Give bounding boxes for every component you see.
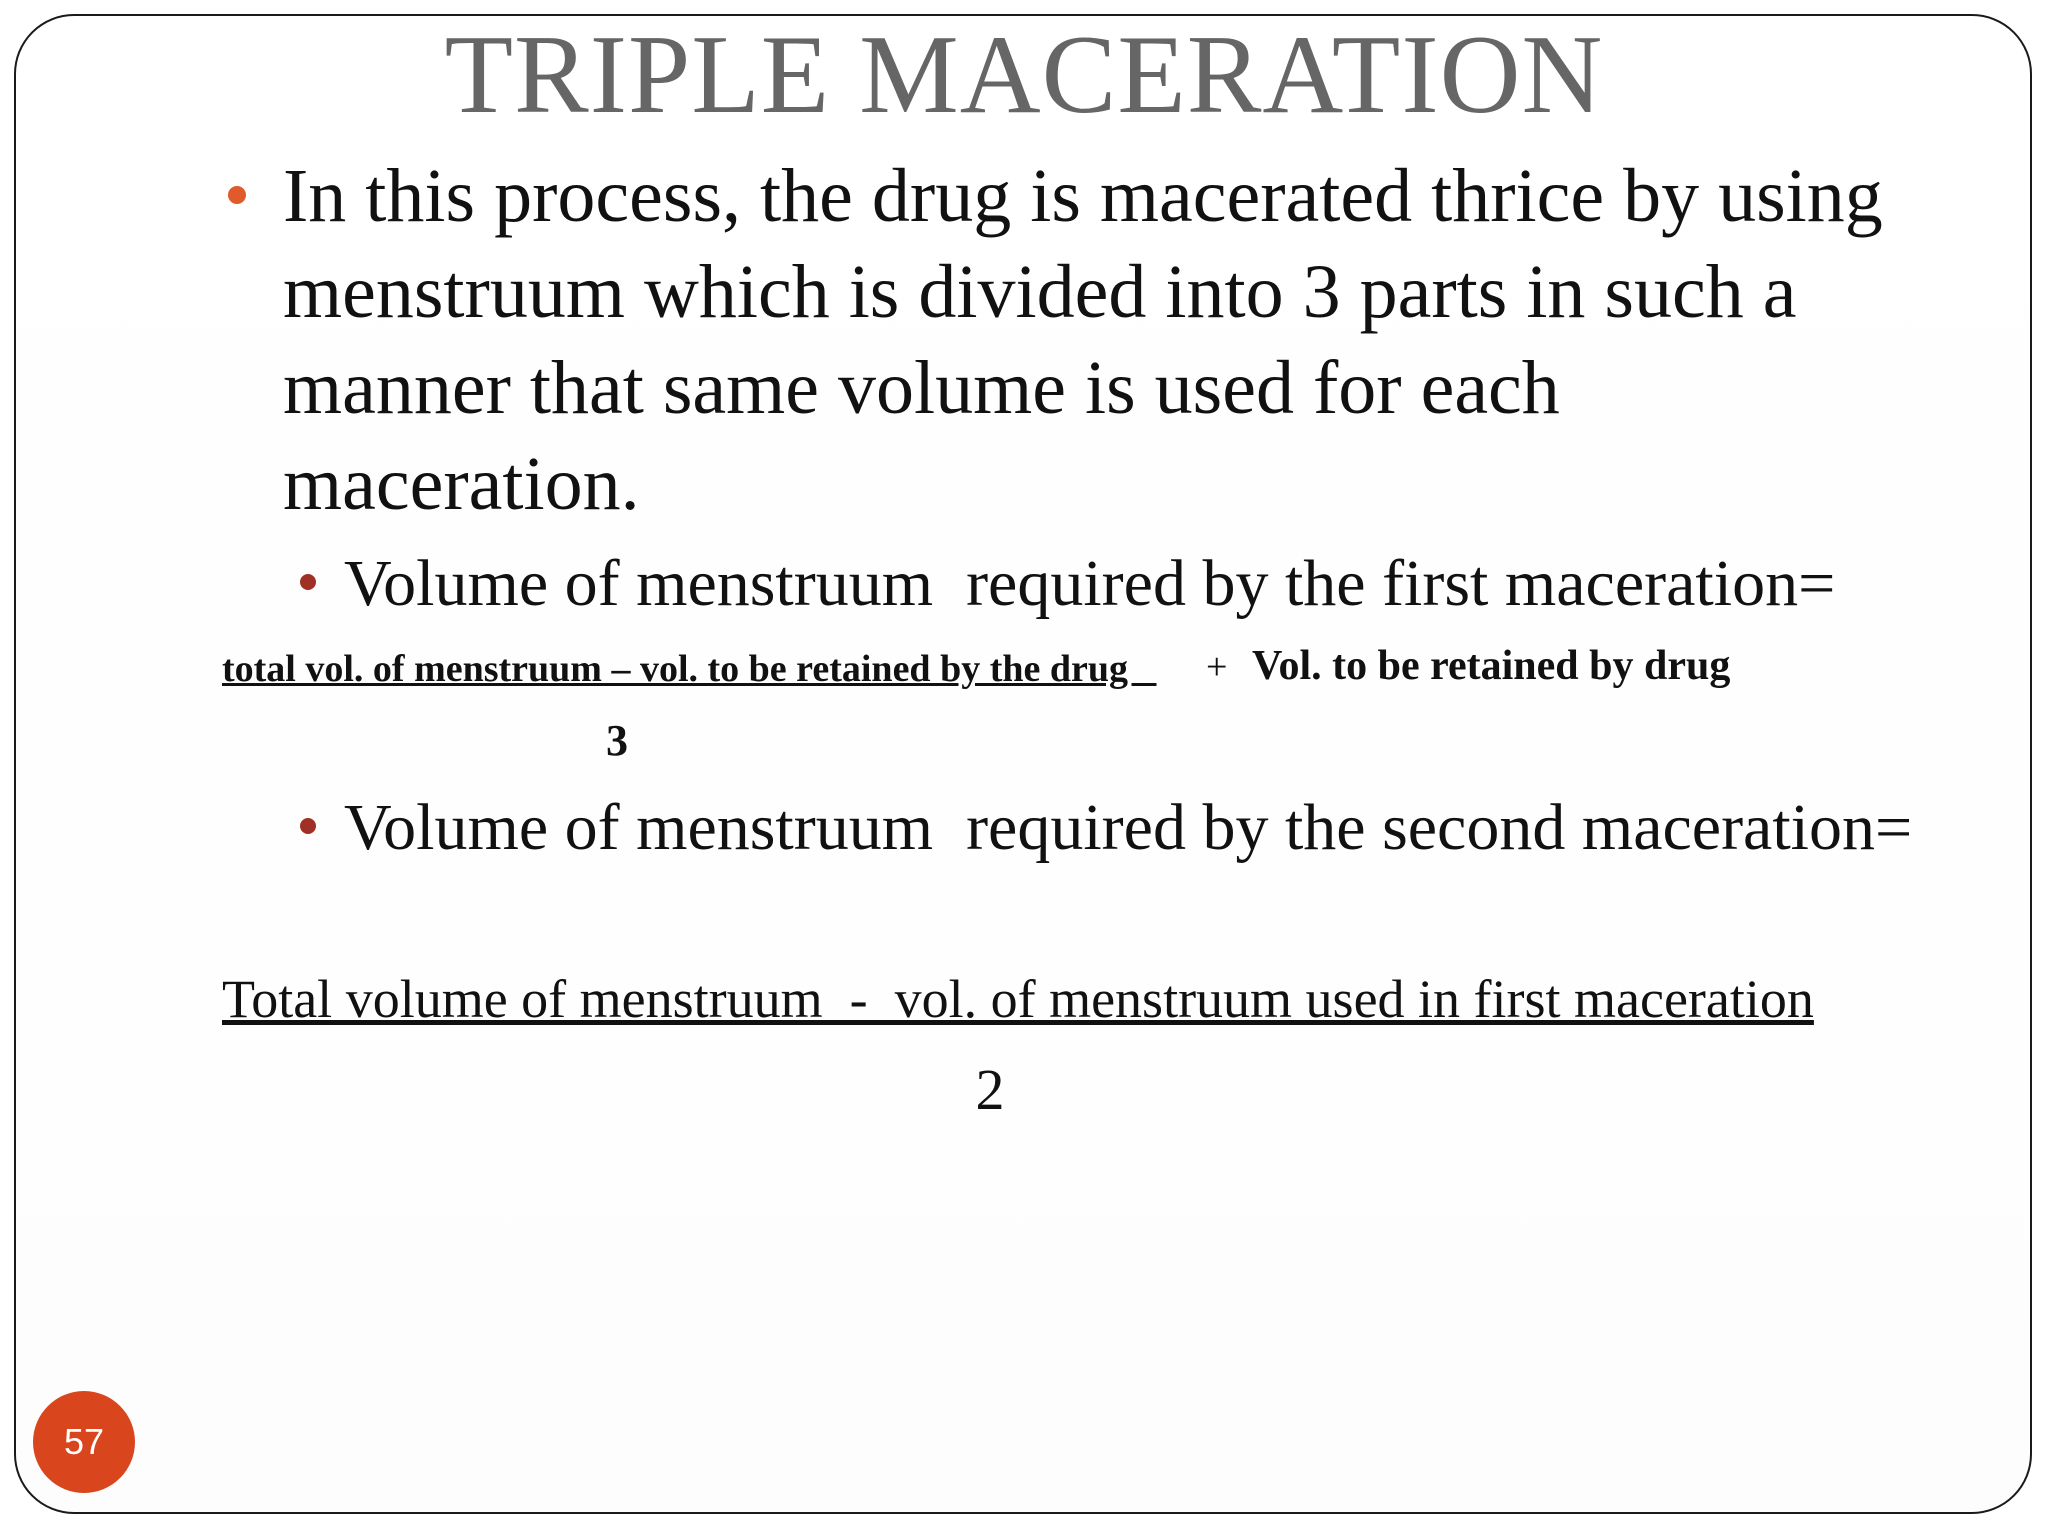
- formula-2-numerator: Total volume of menstruum - vol. of menstruum used in first maceration: [222, 969, 1814, 1029]
- bullet-main-dot-icon: [228, 186, 246, 204]
- sub-bullet-2-text: Volume of menstruum required by the second maceration=: [344, 791, 1913, 864]
- slide-title: TRIPLE MACERATION: [444, 13, 1604, 137]
- main-bullet-text: In this process, the drug is macerated thrice by using menstruum which is divided into 3 parts in such a manner that same volume is used for each maceration.: [283, 154, 1883, 526]
- sub-bullet-2-dot-icon: [300, 818, 316, 834]
- formula-1-numerator: total vol. of menstruum – vol. to be retained by the drug: [222, 648, 1157, 690]
- sub-bullet-1-text: Volume of menstruum required by the first maceration=: [344, 547, 1836, 620]
- formula-1-denominator: 3: [606, 716, 628, 765]
- formula-1-plus-sign: +: [1206, 646, 1228, 688]
- page-number-badge: 57: [33, 1391, 135, 1493]
- formula-1-addend: Vol. to be retained by drug: [1252, 643, 1731, 689]
- formula-2-denominator: 2: [975, 1057, 1005, 1122]
- sub-bullet-1-dot-icon: [300, 574, 316, 590]
